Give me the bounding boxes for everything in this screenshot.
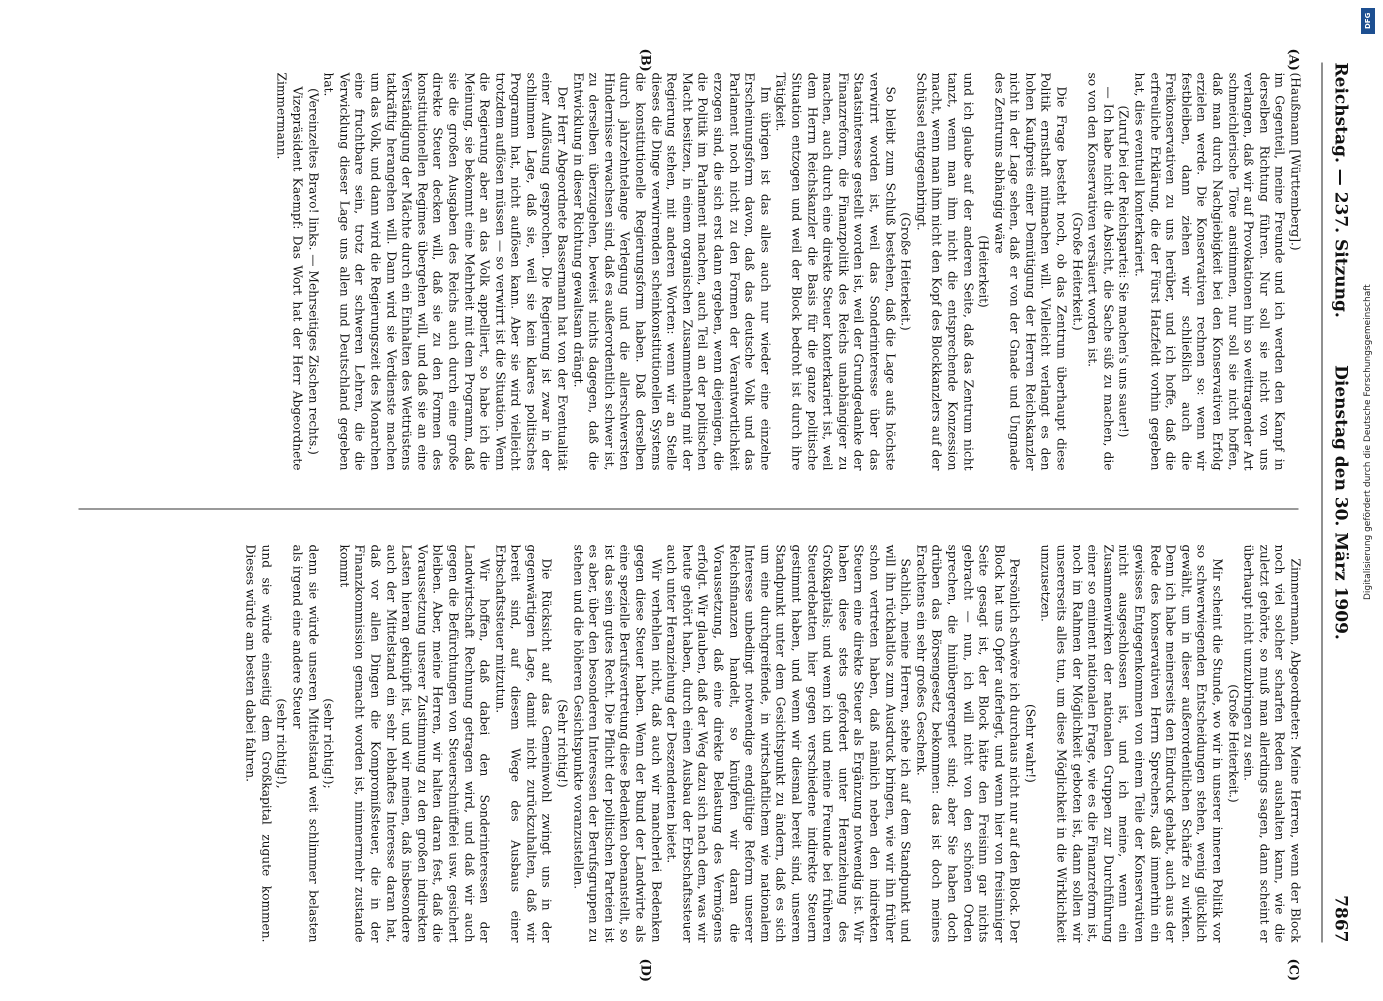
paragraph: denn sie würde unseren Mittelstand weit schlimmer belasten als irgend eine andere Steuer bbox=[290, 544, 321, 943]
interjection: (Vereinzeltes Bravo! links. — Mehrseitiges Zischen rechts.) bbox=[306, 88, 321, 455]
column-divider bbox=[79, 509, 1299, 510]
interjection: (Große Heiterkeit.) bbox=[1070, 212, 1085, 331]
paragraph: und ich glaube auf der anderen Seite, daß das Zentrum nicht tanzt, wenn man ihm nicht die entsprechende Konzession macht, wenn man ihm nicht den Kopf des Blockkanzlers auf der Schüssel entgegenbringt. bbox=[914, 72, 976, 471]
left-column bbox=[63, 73, 1303, 471]
header-left: Reichstag. — 237. Sitzung. bbox=[1330, 62, 1351, 318]
interjection: (Sehr richtig!) bbox=[555, 699, 570, 788]
paragraph: Vizepräsident Kaempf: Das Wort hat der Herr Abgeordnete Zimmermann. bbox=[274, 72, 305, 471]
paragraph: — Ich habe nicht die Absicht, die Sache süß zu machen, die so von den Konservativen versäuert worden ist. bbox=[1085, 72, 1116, 471]
margin-marker-d: (D) bbox=[637, 958, 653, 983]
interjection: (Sehr wahr!) bbox=[1023, 704, 1038, 783]
paragraph: im Gegenteil, meine Freunde und ich werden den Kampf in derselben Richtung führen. Nur soll sie nicht von uns verlangen, daß wir auf Provokationen hin so weittragender Art schmeichlerische Töne anstimmen, nur soll sie nicht hoffen, daß man durch Nachgiebigkeit bei den Konservativen Erfolg erzielen werde. Die Konservativen rechnen so: wenn wir festbleiben, dann ziehen wir schließlich auch die Freikonservativen zu uns herüber, und ich hoffe, daß die erfreuliche Erklärung, die der Fürst Hatzfeldt vorhin gegeben hat, dies eventuell konterkariert. bbox=[1132, 72, 1287, 471]
rotated-page bbox=[0, 1, 1383, 1001]
margin-marker-a: (A) bbox=[1285, 48, 1301, 71]
digitization-note: Digitalisierung gefördert durch die Deutsche Forschungsgemeinschaft bbox=[1363, 284, 1373, 600]
paragraph: Wir hoffen, daß dabei den Sonderinteressen der Landwirtschaft Rechnung getragen wird, und daß wir auch gegen die Befürchtungen von Steuerschnüffelei usw. gesichert bleiben. Aber, meine Herren, wir halten daran fest, daß die Voraussetzung unserer Zustimmung zu den großen indirekten Lasten hieran geknüpft ist, und wir meinen, daß insbesondere auch der Mittelstand ein sehr lebhaftes Interesse daran hat, daß vor allen Dingen die Kompromißsteuer, die in der Finanzkommission gemacht worden ist, nimmermehr zustande kommt bbox=[337, 544, 492, 943]
paragraph: Mir scheint die Stunde, wo wir in unserer inneren Politik vor so schwerwiegenden Entscheidungen stehen, wenig glücklich gewählt, um in dieser außerordentlichen Schärfe zu wirken. Denn ich habe meinerseits den Eindruck gehabt, auch aus der Rede des konservativen Herrn Sprechers, daß immerhin ein gewisses Entgegenkommen von einem Teile der Konservativen nicht ausgeschlossen ist, und ich meine, wenn ein Zusammenwirken der nationalen Gruppen zur Durchführung einer so eminent nationalen Frage, wie es die Finanzreform ist, noch im Rahmen der Möglichkeit geboten ist, dann sollen wir unsererseits alles tun, um diese Möglichkeit in die Wirklichkeit umzusetzen. bbox=[1039, 544, 1225, 943]
header-date: Dienstag den 30. März 1909. bbox=[1330, 365, 1351, 640]
paragraph: Wir verhehlen nicht, daß auch wir mancherlei Bedenken gegen diese Steuer haben. Wenn der Bund der Landwirte als eine spezielle Berufsvertretung diese Bedenken obenanstellt, so ist das sein gutes Recht. Die Pflicht der politischen Parteien ist es aber, über den besonderen Interessen der Berufsgruppen zu stehen und die höheren Gesichtspunkte voranzustellen. bbox=[571, 544, 664, 943]
paragraph: und sie würde einseitig dem Großkapital zugute kommen. Dieses würde am besten dabei fahren. bbox=[243, 544, 274, 943]
margin-marker-b: (B) bbox=[637, 48, 653, 72]
paragraph: Im übrigen ist das alles auch nur wieder eine einzelne Erscheinungsform davon, daß das deutsche Volk und das Parlament noch nicht zu den Formen der Verantwortlichkeit erzogen sind, die sich erst dann ergeben, wenn diejenigen, die die Politik im Parlament machen, auch Teil an der politischen Macht besitzen, in einem organischen Zusammenhang mit der Regierung stehen, mit anderen Worten: wenn wir an Stelle dieses die Dinge verwirrenden scheinkonstitutionellen Systems die konstitutionelle Regierungsform haben. Daß derselben durch jahrzehntelange Verlegung und die allerschwersten Hindernisse erwachsen sind, daß es außerordentlich schwer ist, zu derselben überzugehen, beweist nichts dagegen, daß die Entwicklung in dieser Richtung gewaltsam drängt. bbox=[571, 72, 773, 471]
paragraph: So bleibt zum Schluß bestehen, daß die Lage aufs höchste verwirrt worden ist, weil das Sonderinteresse über das Staatsinteresse gestellt worden ist, weil der Grundgedanke der Finanzreform, die Finanzpolitik des Reichs unabhängiger zu machen, auch durch eine direkte Steuer konterkariert ist, weil dem Herrn Reichskanzler die Basis für die ganze politische Situation entzogen und weil der Block bedroht ist durch ihre Tätigkeit. bbox=[773, 72, 898, 471]
right-column bbox=[63, 545, 1303, 943]
paragraph: Persönlich schwöre ich durchaus nicht nur auf den Block. Der Block hat uns Opfer auferlegt, und wenn hier von freisinniger Seite gesagt ist, der Block hätte den Freisinn gar nichts gebracht — nun, ich will nicht von den schönen Orden sprechen, die hinübergeregnet sind; aber Sie haben doch drüben das Börsengesetz bekommen: das ist doch meines Erachtens ein sehr großes Geschenk. bbox=[914, 544, 1022, 943]
digitization-footer bbox=[1355, 0, 1383, 1000]
margin-marker-c: (C) bbox=[1285, 958, 1301, 982]
paragraph: Sachlich, meine Herren, stehe ich auf dem Standpunkt und will ihn rückhaltlos zum Ausdruck bringen, wie wir ihn früher schon vertreten haben, daß nämlich neben den indirekten Steuern eine direkte Steuer als Ergänzung notwendig ist. Wir haben diese stets gefordert unter Heranziehung des Großkapitals; und wenn ich und meine Freunde bei früheren Steuerdebatten hier gegen verschiedene indirekte Steuern gestimmt haben, und wenn wir diesmal bereit sind, unseren Standpunkt unter dem Gesichtspunkt zu ändern, daß es sich um eine durchgreifende, in wirtschaftlichem wie nationalem Interesse unbedingt notwendige endgültige Reform unserer Reichsfinanzen handelt, so knüpfen wir daran die Voraussetzung, daß eine direkte Belastung des Vermögens erfolgt. Wir glauben, daß der Weg dazu sich nach dem, was wir heute gehört haben, durch einen Ausbau der Erbschaftssteuer auch unter Heranziehung der Deszendenten bietet. bbox=[664, 544, 913, 943]
dfg-logo-text: DFG bbox=[1364, 12, 1372, 30]
interjection: (sehr richtig!), bbox=[274, 698, 289, 789]
dfg-logo bbox=[1361, 8, 1375, 34]
interjection: (Große Heiterkeit.) bbox=[898, 212, 913, 331]
speaker-line: (Haußmann [Württemberg].) bbox=[1288, 72, 1303, 251]
paragraph: Der Herr Abgeordnete Bassermann hat von der Eventualität einer Auflösung gesprochen. Die Regierung ist zwar in der schlimmen Lage, daß sie, weil sie kein klares politisches Programm hat, nicht auflösen kann. Aber sie wird vielleicht trotzdem auflösen müssen — so verwirrt ist die Situation. Wenn die Regierung aber an das Volk appelliert, so habe ich die Meinung, sie bekommt eine Mehrheit mit dem Programm, daß sie die großen Ausgaben des Reichs auch durch eine große direkte Steuer decken will, daß sie zu den Formen des konstitutionellen Regimes übergehen will, und daß sie an eine Verständigung der Mächte durch ein Einhalten des Wettrüstens tatkräftig herangehen will. Dann wird sie Verdienste machen um das Volk, und dann wird die Regierungszeit des Monarchen eine fruchtbare sein, trotz der schweren Lehren, die die Verwicklung dieser Lage uns allen und Deutschland gegeben hat. bbox=[321, 72, 570, 471]
interjection: (Heiterkeit) bbox=[976, 235, 991, 308]
interjection: (Große Heiterkeit.) bbox=[1226, 684, 1241, 803]
paragraph: Die Frage besteht noch, ob das Zentrum überhaupt diese Politik ernsthaft mitmachen will. Vielleicht verlangt es den hohen Kaufpreis einer Demütigung der Herren Reichskanzler nicht in der Lage sehen, daß er von der Gnade und Ungnade des Zentrums abhängig wäre bbox=[992, 72, 1069, 471]
interjection: (sehr richtig!); bbox=[321, 698, 336, 789]
paragraph: Zimmermann, Abgeordneter: Meine Herren, wenn der Block noch viel solcher scharfen Reden aushalten kann, wie die zuletzt gehörte, so muß man allerdings sagen, dann scheint er überhaupt nicht umzubringen zu sein. bbox=[1241, 544, 1303, 943]
page-number: 7867 bbox=[1330, 895, 1351, 943]
interjection: (Zuruf bei der Reichspartei: Sie machen's uns sauer!) bbox=[1116, 105, 1131, 438]
paragraph: Die Rücksicht auf das Gemeinwohl zwingt uns in der gegenwärtigen Lage, damit nicht zurückzuhalten, daß wir bereit sind, auf diesem Wege des Ausbaus einer Erbschaftssteuer mitzutun. bbox=[493, 544, 554, 943]
